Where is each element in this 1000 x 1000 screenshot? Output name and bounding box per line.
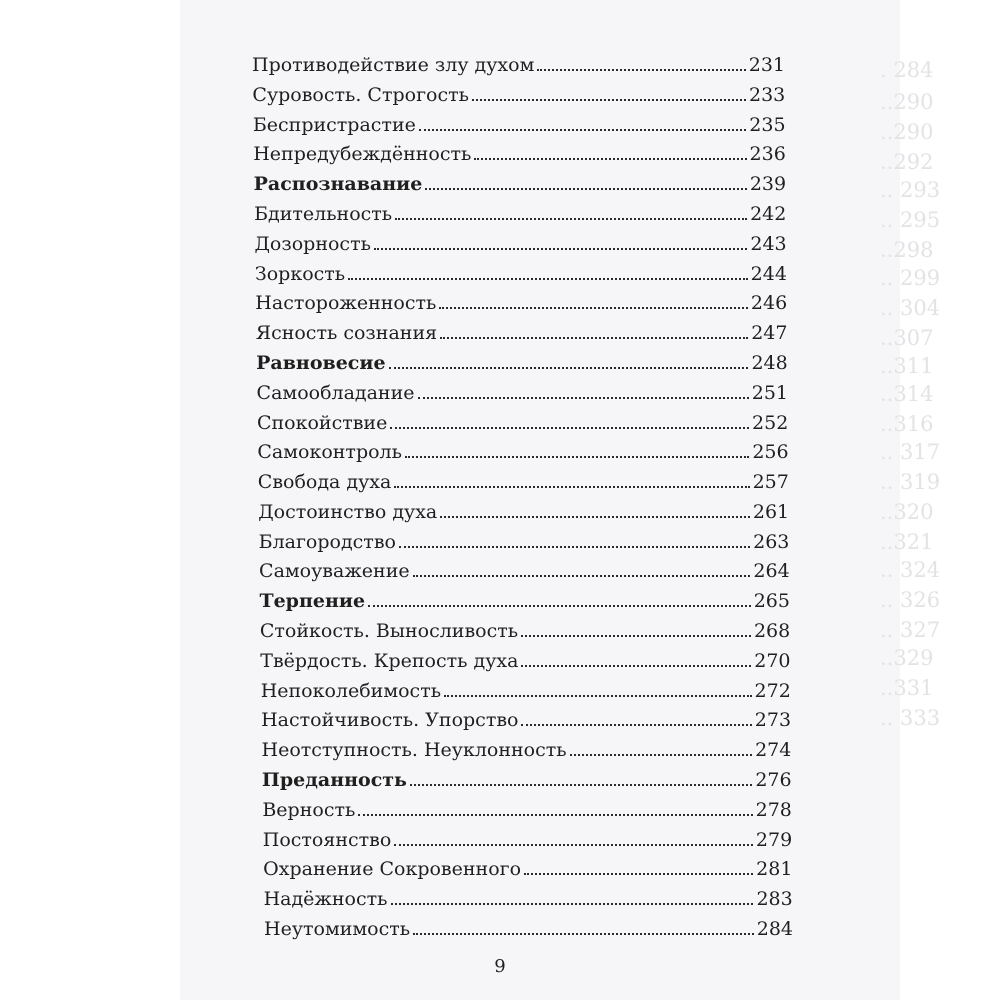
toc-entry-title: Постоянство — [262, 828, 392, 851]
toc-entry-title: Непредубеждённость — [253, 143, 472, 166]
dot-leader — [395, 218, 747, 220]
toc-entry — [262, 737, 792, 763]
dot-leader — [394, 844, 753, 846]
page-number: 9 — [494, 956, 506, 977]
toc-entry-title: Суровость. Строгость — [252, 83, 469, 106]
toc-entry-title: Неотступность. Неуклонность — [261, 739, 567, 762]
toc-entry-page: 278 — [755, 798, 792, 821]
toc-entry-page: 242 — [750, 202, 787, 225]
toc-entry-title: Достоинство духа — [258, 500, 438, 523]
toc-entry-title: Настойчивость. Упорство — [261, 709, 519, 732]
toc-entry-title: Бдительность — [254, 202, 393, 225]
toc-entry — [260, 648, 790, 674]
toc-entry-page: 231 — [748, 54, 785, 76]
dot-leader — [413, 933, 754, 935]
toc-entry — [259, 529, 790, 555]
toc-entry — [254, 201, 786, 227]
dot-leader — [472, 99, 746, 101]
toc-entry-page: 247 — [751, 322, 788, 345]
toc-entry — [254, 231, 786, 257]
dot-leader — [570, 754, 752, 756]
toc-entry — [264, 886, 793, 912]
toc-entry-page: 252 — [752, 411, 789, 434]
toc-entry-title: Спокойствие — [256, 411, 388, 434]
toc-entry-title: Зоркость — [254, 262, 346, 285]
dot-leader — [440, 337, 748, 339]
dot-leader — [391, 903, 754, 905]
toc-entry-page: 265 — [753, 590, 790, 613]
toc-entry — [263, 827, 792, 853]
toc-entry-page: 246 — [750, 292, 788, 315]
toc-entry-page: 257 — [752, 471, 789, 494]
dot-leader — [413, 575, 751, 577]
toc-entry — [252, 82, 785, 108]
dot-leader — [410, 784, 752, 786]
toc-entry-page: 235 — [749, 113, 786, 136]
toc-entry — [253, 112, 786, 138]
toc-entry-page: 239 — [749, 173, 787, 196]
toc-entry-page: 276 — [755, 769, 792, 792]
toc-entry-title: Самообладание — [256, 381, 415, 404]
toc-entry — [257, 380, 788, 406]
toc-entry — [257, 410, 788, 436]
toc-entry-title: Равновесие — [256, 351, 386, 374]
toc-entry — [253, 141, 786, 167]
toc-entry-title: Надёжность — [263, 888, 388, 911]
toc-entry-title: Противодействие злу духом — [252, 54, 535, 76]
dot-leader — [418, 397, 749, 399]
toc-entry-page: 244 — [750, 262, 787, 285]
toc-entry — [261, 707, 791, 733]
dot-leader — [374, 248, 747, 250]
dot-leader — [524, 873, 753, 875]
toc-entry — [258, 499, 789, 525]
dot-leader — [405, 456, 749, 458]
toc-entry-page: 264 — [753, 560, 790, 583]
toc-entry-page: 268 — [753, 620, 791, 643]
toc-entry-page: 279 — [755, 828, 793, 851]
toc-entry — [260, 618, 790, 644]
toc-entry-page: 281 — [756, 858, 793, 881]
dot-leader — [537, 69, 745, 71]
toc-entry-page: 273 — [754, 709, 792, 732]
toc-entry-page: 243 — [750, 232, 787, 255]
toc-entry-page: 263 — [753, 530, 790, 553]
dot-leader — [389, 367, 749, 369]
dot-leader — [419, 129, 746, 131]
toc-entry-title: Твёрдость. Крепость духа — [260, 649, 519, 672]
dot-leader — [439, 307, 748, 309]
toc-entry-title: Стойкость. Выносливость — [259, 620, 519, 643]
dot-leader — [425, 188, 746, 190]
toc-entry-title: Самоуважение — [259, 560, 410, 583]
toc-entry — [254, 171, 786, 197]
toc-entry-page: 283 — [756, 888, 793, 911]
dot-leader — [399, 546, 750, 548]
dot-leader — [348, 278, 748, 280]
toc-entry-title: Дозорность — [254, 232, 371, 255]
dot-leader — [474, 158, 746, 160]
toc-entry-title: Настороженность — [255, 292, 437, 315]
toc-entry-page: 236 — [749, 143, 786, 166]
dot-leader — [358, 814, 752, 816]
toc-entry — [261, 678, 791, 704]
toc-entry — [256, 320, 788, 346]
toc-entry-title: Преданность — [261, 769, 407, 792]
dot-leader — [394, 486, 749, 488]
toc-entry-page: 248 — [751, 351, 788, 374]
toc-entry — [262, 797, 792, 823]
toc-entry — [262, 767, 792, 793]
toc-entry-title: Распознавание — [253, 173, 423, 196]
toc-entry — [264, 916, 793, 942]
toc-entry-title: Непоколебимость — [260, 679, 442, 702]
toc-entry-title: Самоконтроль — [257, 441, 402, 464]
toc-entry — [255, 290, 787, 316]
dot-leader — [521, 635, 751, 637]
toc-entry-title: Свобода духа — [257, 471, 392, 494]
toc-entry-page: 233 — [749, 83, 786, 106]
show-through-text: . 284 ..290 ..290 ..292 .. 293 .. 295 ..298 .. 299 .. 304 ..307 ..311 ..314 ..316 .. 317 .. 319 ..320 ..321 .. 324 .. 326 .. 327 ..329 ..331 .. 333 — [880, 58, 941, 730]
toc-entry — [259, 558, 790, 584]
toc-entry-title: Неутомимость — [264, 918, 411, 940]
toc-entry-title: Верность — [262, 798, 356, 821]
toc-entry-title: Ясность сознания — [255, 322, 438, 345]
toc-entry — [255, 261, 787, 287]
toc-entry — [263, 856, 792, 882]
toc-entry — [257, 439, 788, 465]
toc-entry — [258, 469, 789, 495]
toc-entry-title: Благородство — [258, 530, 396, 553]
dot-leader — [444, 695, 751, 697]
dot-leader — [390, 427, 749, 429]
toc-entry-page: 272 — [754, 679, 791, 702]
dot-leader — [521, 665, 751, 667]
toc-entry-title: Терпение — [259, 590, 366, 613]
toc-entry — [252, 52, 785, 78]
toc-entry — [259, 588, 790, 614]
dot-leader — [521, 724, 751, 726]
toc-entry-page: 261 — [752, 500, 790, 523]
dot-leader — [368, 605, 751, 607]
toc-entry-page: 284 — [756, 918, 793, 940]
toc-entry-title: Беспристрастие — [252, 113, 416, 136]
toc-entry-page: 270 — [754, 649, 791, 672]
toc-entry — [256, 350, 788, 376]
toc-entry-title: Охранение Сокровенного — [263, 858, 522, 881]
toc-entry-page: 251 — [751, 381, 789, 404]
dot-leader — [440, 516, 750, 518]
toc-entry-page: 274 — [755, 739, 792, 762]
toc-entry-page: 256 — [752, 441, 789, 464]
